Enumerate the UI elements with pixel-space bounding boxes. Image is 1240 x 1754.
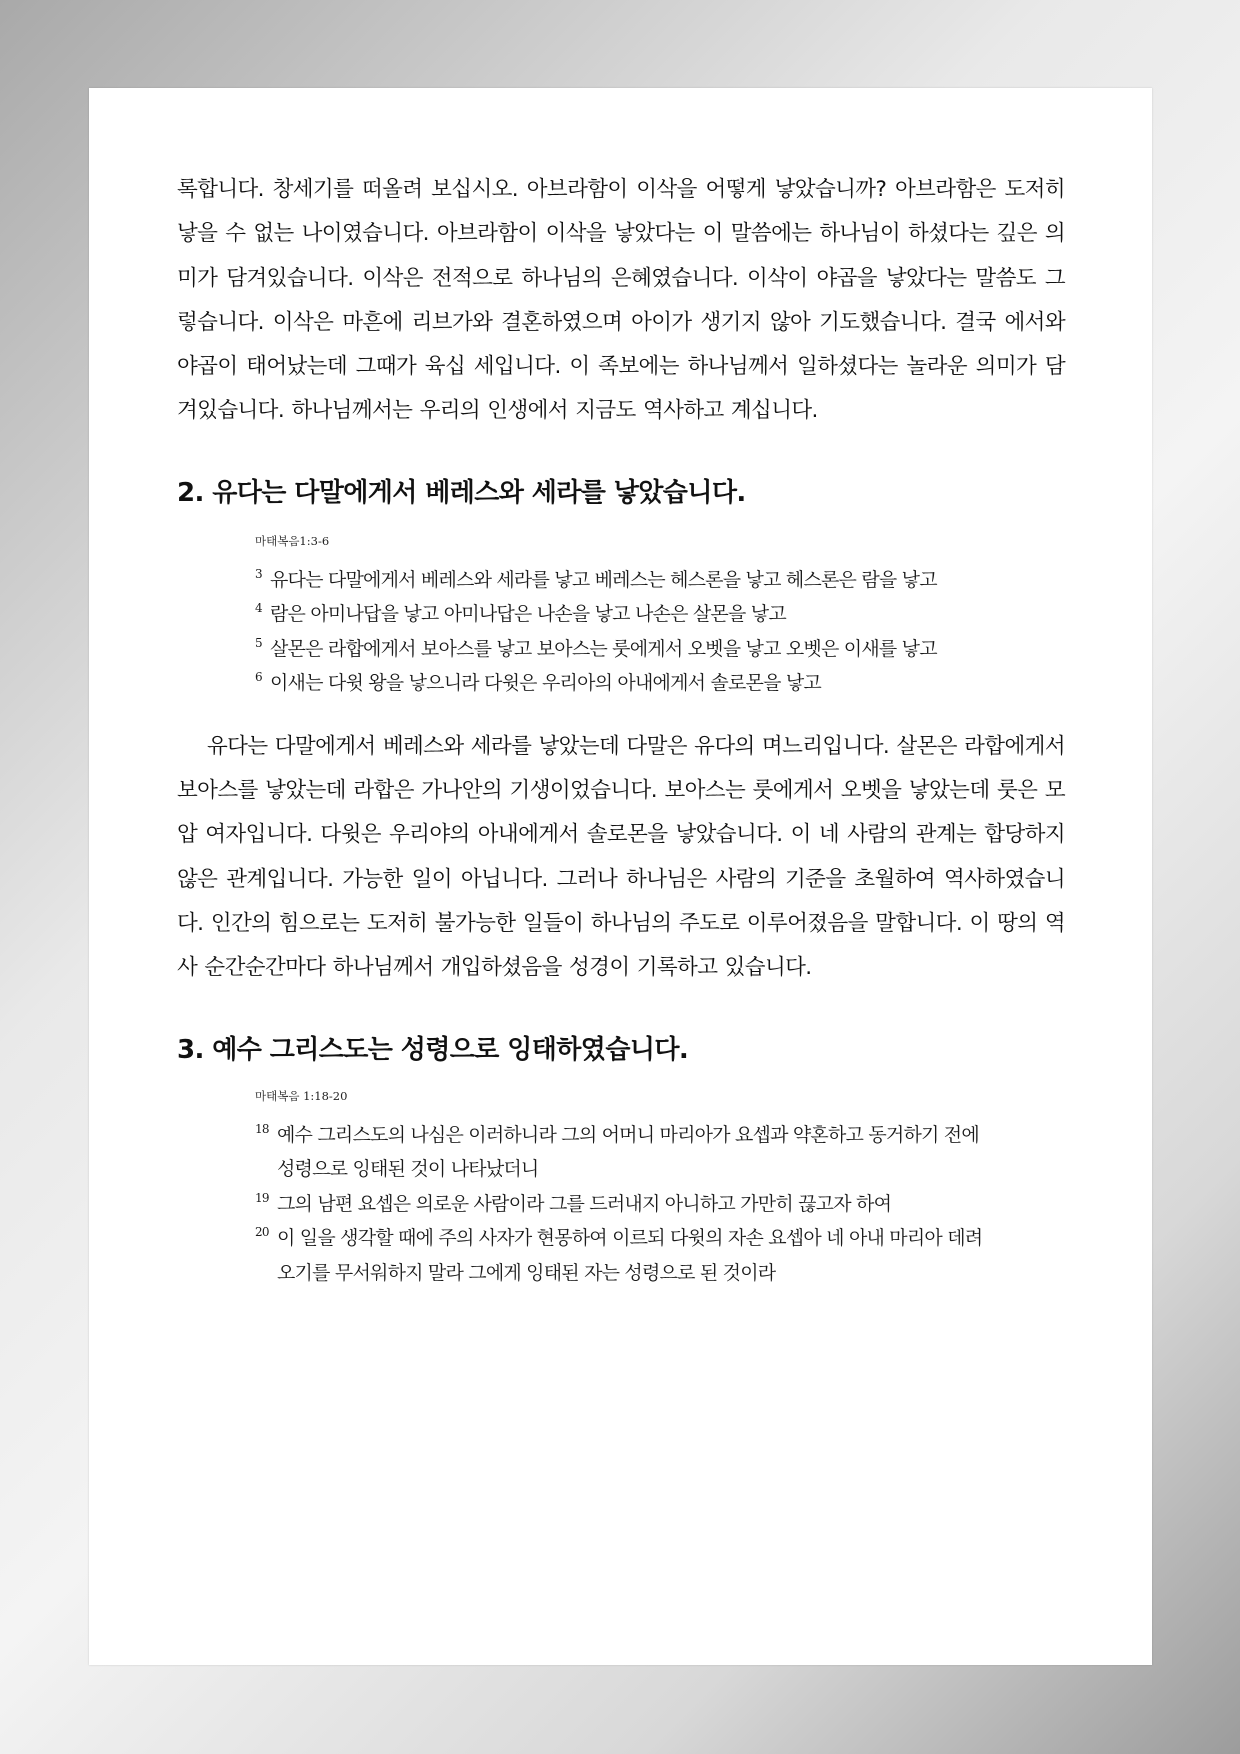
- verse-number: 3: [255, 566, 262, 581]
- section-2-heading: 2. 유다는 다말에게서 베레스와 세라를 낳았습니다.: [177, 477, 746, 508]
- verse-number: 6: [255, 670, 262, 685]
- verse: [255, 563, 995, 598]
- verse-text: 람은 아미나답을 낳고 아미나답은 나손을 낳고 나손은 살몬을 낳고: [270, 603, 786, 626]
- verse: [255, 1221, 995, 1290]
- verse-text: 이새는 다윗 왕을 낳으니라 다윗은 우리아의 아내에게서 솔로몬을 낳고: [270, 672, 821, 695]
- verse-text: 이 일을 생각할 때에 주의 사자가 현몽하여 이르되 다윗의 자손 요셉아 네 아내 마리아 데려오기를 무서워하지 말라 그에게 잉태된 자는 성령으로 된 것이라: [277, 1227, 983, 1284]
- section-2-verses: [255, 563, 995, 701]
- verse-number: 5: [255, 635, 262, 650]
- verse-text: 그의 남편 요셉은 의로운 사람이라 그를 드러내지 아니하고 가만히 끊고자 하여: [277, 1192, 892, 1215]
- section-2-reference: 마태복음1:3-6: [255, 533, 330, 548]
- verse-text: 유다는 다말에게서 베레스와 세라를 낳고 베레스는 헤스론을 낳고 헤스론은 람을 낳고: [270, 568, 937, 591]
- verse: [255, 1118, 995, 1187]
- verse-text: 예수 그리스도의 나심은 이러하니라 그의 어머니 마리아가 요셉과 약혼하고 동거하기 전에 성령으로 잉태된 것이 나타났더니: [277, 1123, 979, 1181]
- verse: [255, 666, 995, 701]
- verse: [255, 632, 995, 667]
- section-3-heading: 3. 예수 그리스도는 성령으로 잉태하였습니다.: [177, 1034, 689, 1065]
- section-2-paragraph: 유다는 다말에게서 베레스와 세라를 낳았는데 다말은 유다의 며느리입니다. 살몬은 라합에게서 보아스를 낳았는데 라합은 가나안의 기생이었습니다. 보아스는 룻에게서 오벳을 낳았는데 룻은 모압 여자입니다. 다윗은 우리야의 아내에게서 솔로몬을 낳았습니다. 이 네 사람의 관계는 합당하지 않은 관계입니다. 가능한 일이 아닙니다. 그러나 하나님은 사람의 기준을 초월하여 역사하였습니다. 인간의 힘으로는 도저히 불가능한 일들이 하나님의 주도로 이루어졌음을 말합니다. 이 땅의 역사 순간순간마다 하나님께서 개입하셨음을 성경이 기록하고 있습니다.: [177, 733, 1065, 981]
- section-3-verses: [255, 1118, 995, 1291]
- verse-number: 18: [255, 1121, 269, 1136]
- verse-text: 살몬은 라합에게서 보아스를 낳고 보아스는 룻에게서 오벳을 낳고 오벳은 이새를 낳고: [270, 637, 937, 660]
- verse-number: 4: [255, 601, 262, 616]
- verse-number: 20: [255, 1225, 269, 1240]
- verse: [255, 597, 995, 632]
- section-3-reference: 마태복음 1:18-20: [255, 1088, 348, 1103]
- document-page: [89, 88, 1152, 1665]
- intro-paragraph: 록합니다. 창세기를 떠올려 보십시오. 아브라함이 이삭을 어떻게 낳았습니까? 아브라함은 도저히 낳을 수 없는 나이였습니다. 아브라함이 이삭을 낳았다는 이 말씀에는 하나님이 하셨다는 깊은 의미가 담겨있습니다. 이삭은 전적으로 하나님의 은혜였습니다. 이삭이 야곱을 낳았다는 말씀도 그렇습니다. 이삭은 마흔에 리브가와 결혼하였으며 아이가 생기지 않아 기도했습니다. 결국 에서와 야곱이 태어났는데 그때가 육십 세입니다. 이 족보에는 하나님께서 일하셨다는 놀라운 의미가 담겨있습니다. 하나님께서는 우리의 인생에서 지금도 역사하고 계십니다.: [177, 177, 1066, 424]
- verse: [255, 1187, 995, 1222]
- page-content: [177, 168, 1065, 1290]
- verse-number: 19: [255, 1190, 269, 1205]
